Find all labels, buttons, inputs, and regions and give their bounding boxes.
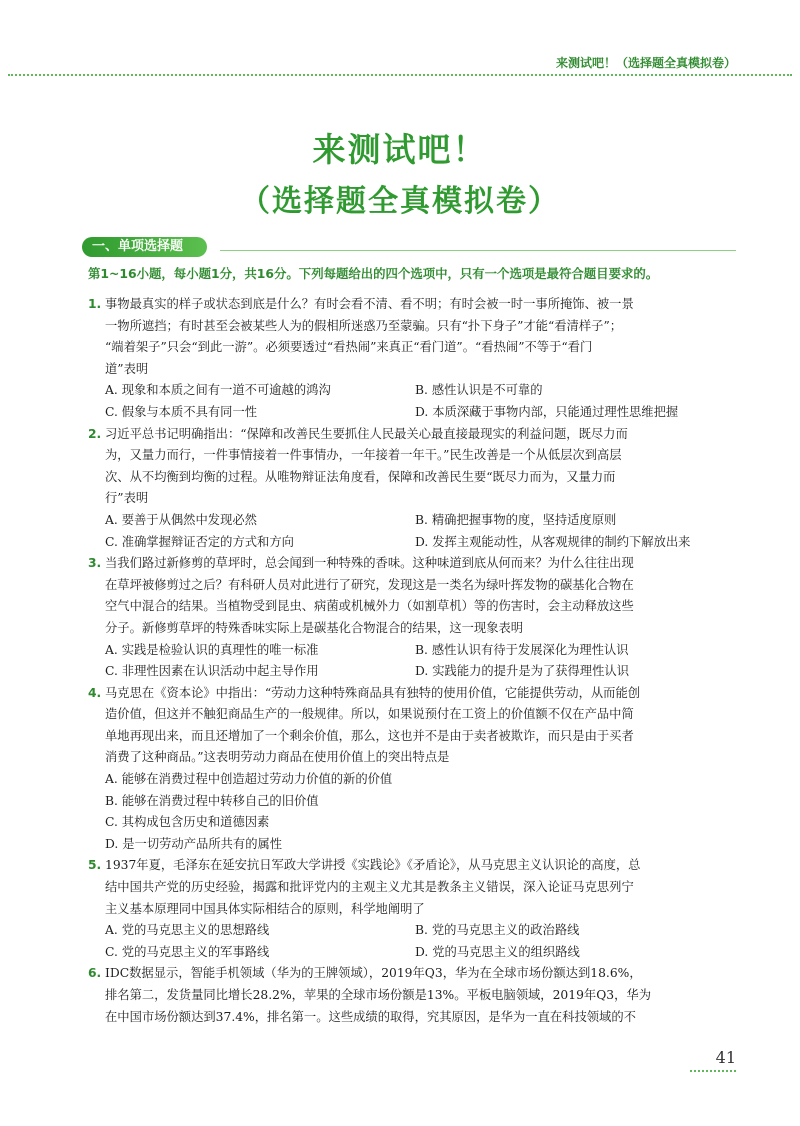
options xyxy=(105,640,724,683)
page-number: 41 xyxy=(715,1048,736,1067)
option-d[interactable]: D. 党的马克思主义的组织路线 xyxy=(415,944,580,959)
section-heading: 一、单项选择题 xyxy=(82,237,207,257)
options xyxy=(105,920,724,963)
stem-line: 道”表明 xyxy=(105,361,149,376)
question-number: 5. xyxy=(88,858,102,873)
question-number: 1. xyxy=(88,297,102,311)
stem-line: 次、从不均衡到均衡的过程。从唯物辩证法角度看，保障和改善民生要“既尽力而为，又量力而 xyxy=(105,469,616,484)
question-4 xyxy=(88,683,724,856)
question-number: 6. xyxy=(88,966,102,981)
page-subtitle: （选择题全真模拟卷） xyxy=(240,184,560,219)
stem-line: 造价值，但这并不触犯商品生产的一般规律。所以，如果说预付在工资上的价值额不仅在产品中简 xyxy=(105,707,634,722)
option-d[interactable]: D. 是一切劳动产品所共有的属性 xyxy=(105,836,283,851)
option-b[interactable]: B. 感性认识是不可靠的 xyxy=(415,383,543,398)
question-2 xyxy=(88,424,724,554)
question-stem xyxy=(105,553,724,639)
stem-line: 结中国共产党的历史经验，揭露和批评党内的主观主义尤其是教条主义错误，深入论证马克思列宁 xyxy=(105,880,634,895)
section-instruction: 第1~16小题，每小题1分，共16分。下列每题给出的四个选项中，只有一个选项是最符合题目要求的。 xyxy=(88,266,659,281)
stem-line: 空气中混合的结果。当植物受到昆虫、病菌或机械外力（如割草机）等的伤害时，会主动释放这些 xyxy=(105,599,634,614)
option-a[interactable]: A. 要善于从偶然中发现必然 xyxy=(105,512,257,527)
section-rule xyxy=(220,250,736,251)
question-number: 4. xyxy=(88,685,102,700)
question-1 xyxy=(88,294,724,424)
option-d[interactable]: D. 实践能力的提升是为了获得理性认识 xyxy=(415,664,629,679)
option-d[interactable]: D. 发挥主观能动性，从客观规律的制约下解放出来 xyxy=(415,534,691,549)
question-number: 3. xyxy=(88,556,102,571)
stem-line: 1937年夏，毛泽东在延安抗日军政大学讲授《实践论》《矛盾论》，从马克思主义认识论的高度，总 xyxy=(105,858,641,873)
page-title: 来测试吧！ xyxy=(312,130,488,169)
stem-line: 在草坪被修剪过之后？有科研人员对此进行了研究，发现这是一类名为绿叶挥发物的碳基化合物在 xyxy=(105,577,634,592)
running-header: 来测试吧！（选择题全真模拟卷） xyxy=(555,56,736,70)
question-stem xyxy=(105,855,724,920)
stem-line: 排名第二，发货量同比增长28.2%，苹果的全球市场份额是13%。平板电脑领域，2019年Q3，华为 xyxy=(105,988,651,1002)
option-d[interactable]: D. 本质深藏于事物内部，只能通过理性思维把握 xyxy=(415,404,679,419)
stem-line: 当我们路过新修剪的草坪时，总会闻到一种特殊的香味。这种味道到底从何而来？为什么往往出现 xyxy=(105,556,634,571)
stem-line: 一物所遮挡；有时甚至会被某些人为的假相所迷惑乃至蒙骗。只有“扑下身子”才能“看清样子”； xyxy=(105,318,623,333)
option-c[interactable]: C. 假象与本质不具有同一性 xyxy=(105,404,258,419)
option-b[interactable]: B. 能够在消费过程中转移自己的旧价值 xyxy=(105,793,319,808)
stem-line: 行”表明 xyxy=(105,491,149,506)
option-a[interactable]: A. 党的马克思主义的思想路线 xyxy=(105,923,270,938)
options xyxy=(105,769,724,855)
stem-line: 事物最真实的样子或状态到底是什么？有时会看不清、看不明；有时会被一时一事所掩饰、被一景 xyxy=(105,297,634,311)
stem-line: 习近平总书记明确指出：“保障和改善民生要抓住人民最关心最直接最现实的利益问题，既尽力而 xyxy=(105,426,628,441)
options xyxy=(105,380,724,423)
question-stem xyxy=(105,294,724,380)
question-stem xyxy=(105,683,724,769)
option-c[interactable]: C. 其构成包含历史和道德因素 xyxy=(105,815,270,830)
option-b[interactable]: B. 党的马克思主义的政治路线 xyxy=(415,923,580,938)
option-c[interactable]: C. 准确掌握辩证否定的方式和方向 xyxy=(105,534,294,549)
stem-line: “端着架子”只会“到此一游”。必须要透过“看热闹”来真正“看门道”。“看热闹”不等于“看门 xyxy=(105,340,593,355)
question-3 xyxy=(88,553,724,683)
stem-line: 为，又量力而行，一件事情接着一件事情办，一年接着一年干。”民生改善是一个从低层次到高层 xyxy=(105,448,622,463)
option-b[interactable]: B. 感性认识有待于发展深化为理性认识 xyxy=(415,642,629,657)
question-number: 2. xyxy=(88,426,102,441)
stem-line: 消费了这种商品。”这表明劳动力商品在使用价值上的突出特点是 xyxy=(105,750,450,765)
question-stem xyxy=(105,963,724,1028)
options xyxy=(105,510,724,553)
stem-line: 分子。新修剪草坪的特殊香味实际上是碳基化合物混合的结果，这一现象表明 xyxy=(105,620,524,635)
option-a[interactable]: A. 能够在消费过程中创造超过劳动力价值的新的价值 xyxy=(105,772,393,787)
option-c[interactable]: C. 非理性因素在认识活动中起主导作用 xyxy=(105,664,319,679)
question-6 xyxy=(88,963,724,1028)
page-number-rule xyxy=(690,1070,736,1072)
option-a[interactable]: A. 现象和本质之间有一道不可逾越的鸿沟 xyxy=(105,383,331,398)
option-a[interactable]: A. 实践是检验认识的真理性的唯一标准 xyxy=(105,642,319,657)
stem-line: 单地再现出来，而且还增加了一个剩余价值，那么，这也并不是由于卖者被欺诈，而只是由于买者 xyxy=(105,728,634,743)
question-5 xyxy=(88,855,724,963)
stem-line: 主义基本原理同中国具体实际相结合的原则，科学地阐明了 xyxy=(105,901,425,916)
question-list xyxy=(88,294,724,1028)
stem-line: IDC数据显示，智能手机领域（华为的王牌领域），2019年Q3，华为在全球市场份额达到18.6%， xyxy=(105,966,642,981)
stem-line: 马克思在《资本论》中指出：“劳动力这种特殊商品具有独特的使用价值，它能提供劳动，从而能创 xyxy=(105,685,641,700)
option-c[interactable]: C. 党的马克思主义的军事路线 xyxy=(105,944,270,959)
question-stem xyxy=(105,424,724,510)
stem-line: 在中国市场份额达到37.4%，排名第一。这些成绩的取得，究其原因，是华为一直在科技领域的不 xyxy=(105,1009,636,1024)
option-b[interactable]: B. 精确把握事物的度，坚持适度原则 xyxy=(415,512,617,527)
header-dotted-rule xyxy=(8,74,792,76)
